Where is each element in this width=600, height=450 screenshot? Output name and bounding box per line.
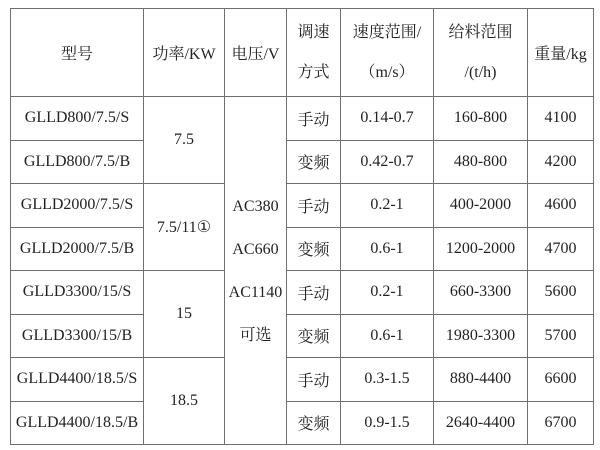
cell-speed-mode: 手动	[287, 358, 341, 402]
cell-power-group: 18.5	[144, 358, 225, 445]
cell-feed-range: 400-2000	[434, 184, 528, 228]
cell-feed-range: 1980-3300	[434, 314, 528, 358]
cell-model: GLLD2000/7.5/B	[11, 227, 144, 271]
cell-feed-range: 480-800	[434, 140, 528, 184]
cell-model: GLLD3300/15/S	[11, 271, 144, 315]
col-header-power: 功率/KW	[144, 9, 225, 97]
voltage-line: 可选	[239, 326, 272, 344]
cell-speed-mode: 变频	[287, 314, 341, 358]
table-row	[11, 184, 594, 228]
col-header-speed-range-line2: （m/s）	[359, 63, 415, 81]
cell-weight: 4200	[528, 140, 594, 184]
table-row	[11, 97, 594, 141]
cell-feed-range: 2640-4400	[434, 401, 528, 445]
col-header-voltage: 电压/V	[225, 9, 287, 97]
col-header-speed-range-line1: 速度范围/	[352, 23, 422, 41]
col-header-speed-mode-line1: 调速	[297, 23, 330, 41]
cell-speed-mode: 手动	[287, 97, 341, 141]
cell-power-group: 7.5	[144, 97, 225, 184]
cell-feed-range: 1200-2000	[434, 227, 528, 271]
table-row	[11, 227, 594, 271]
cell-speed-range: 0.6-1	[341, 314, 434, 358]
col-header-feed-range-line2: /(t/h)	[464, 63, 497, 81]
cell-speed-range: 0.2-1	[341, 184, 434, 228]
cell-model: GLLD4400/18.5/S	[11, 358, 144, 402]
table-row	[11, 271, 594, 315]
col-header-feed-range-line1: 给料范围	[448, 23, 513, 41]
table-header-row	[11, 9, 594, 97]
cell-feed-range: 660-3300	[434, 271, 528, 315]
cell-speed-mode: 手动	[287, 184, 341, 228]
cell-speed-range: 0.14-0.7	[341, 97, 434, 141]
col-header-speed-range	[341, 9, 434, 97]
col-header-speed-mode-line2: 方式	[297, 63, 330, 81]
cell-speed-range: 0.9-1.5	[341, 401, 434, 445]
cell-weight: 4700	[528, 227, 594, 271]
cell-speed-mode: 变频	[287, 401, 341, 445]
voltage-line: AC660	[232, 240, 279, 258]
table-row	[11, 314, 594, 358]
cell-feed-range: 880-4400	[434, 358, 528, 402]
cell-model: GLLD800/7.5/S	[11, 97, 144, 141]
cell-feed-range: 160-800	[434, 97, 528, 141]
col-header-model: 型号	[11, 9, 144, 97]
cell-weight: 4100	[528, 97, 594, 141]
spec-table	[10, 8, 594, 445]
cell-speed-range: 0.42-0.7	[341, 140, 434, 184]
cell-model: GLLD2000/7.5/S	[11, 184, 144, 228]
spec-table-container	[10, 8, 594, 445]
cell-speed-range: 0.3-1.5	[341, 358, 434, 402]
cell-power-group: 7.5/11①	[144, 184, 225, 271]
cell-speed-range: 0.2-1	[341, 271, 434, 315]
col-header-feed-range	[434, 9, 528, 97]
table-row	[11, 401, 594, 445]
cell-model: GLLD3300/15/B	[11, 314, 144, 358]
cell-voltage-options	[225, 97, 287, 445]
cell-speed-mode: 变频	[287, 227, 341, 271]
cell-speed-mode: 变频	[287, 140, 341, 184]
table-row	[11, 358, 594, 402]
cell-weight: 4600	[528, 184, 594, 228]
voltage-line: AC380	[232, 197, 279, 215]
col-header-speed-mode	[287, 9, 341, 97]
cell-speed-mode: 手动	[287, 271, 341, 315]
cell-model: GLLD4400/18.5/B	[11, 401, 144, 445]
cell-weight: 6600	[528, 358, 594, 402]
cell-weight: 5700	[528, 314, 594, 358]
table-row	[11, 140, 594, 184]
cell-weight: 6700	[528, 401, 594, 445]
col-header-weight: 重量/kg	[528, 9, 594, 97]
voltage-line: AC1140	[228, 283, 283, 301]
cell-weight: 5600	[528, 271, 594, 315]
cell-model: GLLD800/7.5/B	[11, 140, 144, 184]
cell-power-group: 15	[144, 271, 225, 358]
cell-speed-range: 0.6-1	[341, 227, 434, 271]
